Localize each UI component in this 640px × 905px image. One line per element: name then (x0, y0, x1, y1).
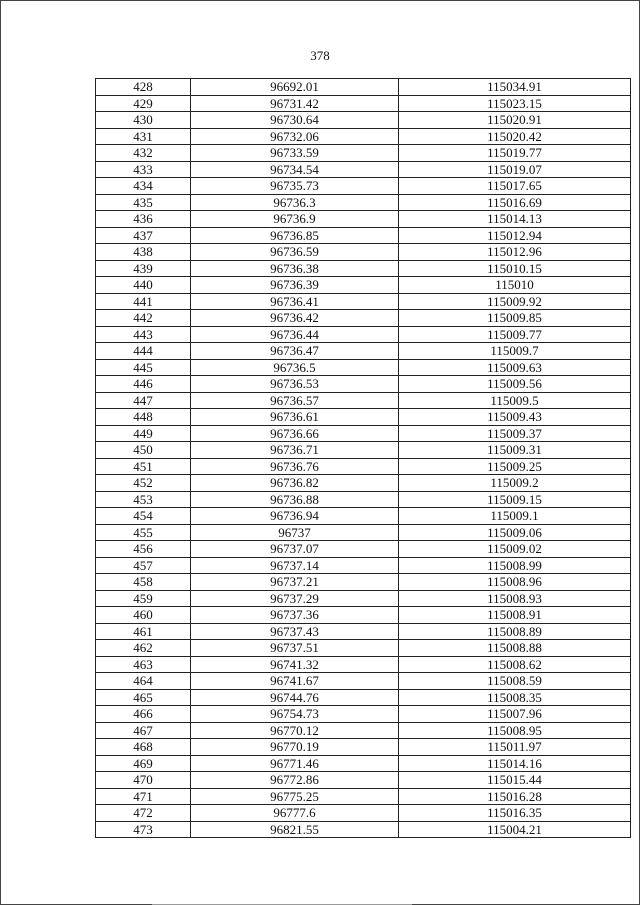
point-id-cell: 454 (96, 508, 191, 525)
x-coordinate-cell: 96736.3 (191, 194, 399, 211)
point-id-cell: 448 (96, 409, 191, 426)
x-coordinate-cell: 96734.54 (191, 161, 399, 178)
table-row (96, 590, 631, 607)
table-row (96, 409, 631, 426)
x-coordinate-cell: 96736.88 (191, 491, 399, 508)
point-id-cell: 463 (96, 656, 191, 673)
point-id-cell: 435 (96, 194, 191, 211)
y-coordinate-cell: 115008.93 (399, 590, 631, 607)
x-coordinate-cell: 96692.01 (191, 79, 399, 96)
table-row (96, 475, 631, 492)
point-id-cell: 436 (96, 211, 191, 228)
table-row (96, 145, 631, 162)
point-id-cell: 439 (96, 260, 191, 277)
point-id-cell: 464 (96, 673, 191, 690)
y-coordinate-cell: 115023.15 (399, 95, 631, 112)
table-row (96, 194, 631, 211)
point-id-cell: 451 (96, 458, 191, 475)
point-id-cell: 438 (96, 244, 191, 261)
table-row (96, 673, 631, 690)
table-row (96, 607, 631, 624)
y-coordinate-cell: 115008.89 (399, 623, 631, 640)
table-row (96, 442, 631, 459)
point-id-cell: 459 (96, 590, 191, 607)
point-id-cell: 428 (96, 79, 191, 96)
y-coordinate-cell: 115009.43 (399, 409, 631, 426)
y-coordinate-cell: 115019.07 (399, 161, 631, 178)
table-row (96, 821, 631, 838)
y-coordinate-cell: 115009.2 (399, 475, 631, 492)
table-row (96, 755, 631, 772)
x-coordinate-cell: 96775.25 (191, 788, 399, 805)
y-coordinate-cell: 115009.7 (399, 343, 631, 360)
y-coordinate-cell: 115007.96 (399, 706, 631, 723)
table-row (96, 79, 631, 96)
x-coordinate-cell: 96731.42 (191, 95, 399, 112)
point-id-cell: 461 (96, 623, 191, 640)
x-coordinate-cell: 96737.51 (191, 640, 399, 657)
table-row (96, 788, 631, 805)
y-coordinate-cell: 115014.13 (399, 211, 631, 228)
point-id-cell: 456 (96, 541, 191, 558)
y-coordinate-cell: 115009.92 (399, 293, 631, 310)
y-coordinate-cell: 115016.35 (399, 805, 631, 822)
point-id-cell: 433 (96, 161, 191, 178)
point-id-cell: 455 (96, 524, 191, 541)
point-id-cell: 468 (96, 739, 191, 756)
x-coordinate-cell: 96732.06 (191, 128, 399, 145)
y-coordinate-cell: 115008.35 (399, 689, 631, 706)
x-coordinate-cell: 96736.66 (191, 425, 399, 442)
x-coordinate-cell: 96730.64 (191, 112, 399, 129)
y-coordinate-cell: 115009.5 (399, 392, 631, 409)
y-coordinate-cell: 115009.77 (399, 326, 631, 343)
table-row (96, 112, 631, 129)
y-coordinate-cell: 115008.95 (399, 722, 631, 739)
x-coordinate-cell: 96736.9 (191, 211, 399, 228)
point-id-cell: 458 (96, 574, 191, 591)
y-coordinate-cell: 115009.63 (399, 359, 631, 376)
x-coordinate-cell: 96777.6 (191, 805, 399, 822)
y-coordinate-cell: 115009.06 (399, 524, 631, 541)
x-coordinate-cell: 96736.71 (191, 442, 399, 459)
table-row (96, 491, 631, 508)
table-row (96, 128, 631, 145)
x-coordinate-cell: 96736.82 (191, 475, 399, 492)
x-coordinate-cell: 96770.19 (191, 739, 399, 756)
x-coordinate-cell: 96737.36 (191, 607, 399, 624)
x-coordinate-cell: 96733.59 (191, 145, 399, 162)
table-row (96, 95, 631, 112)
y-coordinate-cell: 115004.21 (399, 821, 631, 838)
y-coordinate-cell: 115009.31 (399, 442, 631, 459)
x-coordinate-cell: 96744.76 (191, 689, 399, 706)
x-coordinate-cell: 96736.61 (191, 409, 399, 426)
point-id-cell: 440 (96, 277, 191, 294)
x-coordinate-cell: 96736.76 (191, 458, 399, 475)
x-coordinate-cell: 96821.55 (191, 821, 399, 838)
y-coordinate-cell: 115009.37 (399, 425, 631, 442)
table-body (96, 79, 631, 838)
table-row (96, 343, 631, 360)
point-id-cell: 472 (96, 805, 191, 822)
y-coordinate-cell: 115008.62 (399, 656, 631, 673)
y-coordinate-cell: 115009.1 (399, 508, 631, 525)
point-id-cell: 429 (96, 95, 191, 112)
x-coordinate-cell: 96737.43 (191, 623, 399, 640)
y-coordinate-cell: 115011.97 (399, 739, 631, 756)
x-coordinate-cell: 96770.12 (191, 722, 399, 739)
point-id-cell: 434 (96, 178, 191, 195)
table-row (96, 574, 631, 591)
table-row (96, 458, 631, 475)
table-row (96, 359, 631, 376)
x-coordinate-cell: 96736.41 (191, 293, 399, 310)
x-coordinate-cell: 96737.21 (191, 574, 399, 591)
point-id-cell: 470 (96, 772, 191, 789)
point-id-cell: 432 (96, 145, 191, 162)
point-id-cell: 449 (96, 425, 191, 442)
table-row (96, 524, 631, 541)
y-coordinate-cell: 115014.16 (399, 755, 631, 772)
y-coordinate-cell: 115034.91 (399, 79, 631, 96)
table-row (96, 772, 631, 789)
point-id-cell: 473 (96, 821, 191, 838)
point-id-cell: 446 (96, 376, 191, 393)
coordinate-table (95, 78, 631, 838)
table-row (96, 689, 631, 706)
x-coordinate-cell: 96735.73 (191, 178, 399, 195)
table-row (96, 376, 631, 393)
point-id-cell: 442 (96, 310, 191, 327)
table-row (96, 310, 631, 327)
table-row (96, 260, 631, 277)
x-coordinate-cell: 96736.44 (191, 326, 399, 343)
x-coordinate-cell: 96737.29 (191, 590, 399, 607)
table-row (96, 244, 631, 261)
table-row (96, 425, 631, 442)
x-coordinate-cell: 96737.14 (191, 557, 399, 574)
y-coordinate-cell: 115010.15 (399, 260, 631, 277)
point-id-cell: 453 (96, 491, 191, 508)
y-coordinate-cell: 115009.02 (399, 541, 631, 558)
y-coordinate-cell: 115019.77 (399, 145, 631, 162)
point-id-cell: 465 (96, 689, 191, 706)
y-coordinate-cell: 115020.42 (399, 128, 631, 145)
x-coordinate-cell: 96741.67 (191, 673, 399, 690)
y-coordinate-cell: 115008.91 (399, 607, 631, 624)
table-row (96, 805, 631, 822)
y-coordinate-cell: 115008.88 (399, 640, 631, 657)
table-row (96, 178, 631, 195)
x-coordinate-cell: 96736.5 (191, 359, 399, 376)
point-id-cell: 452 (96, 475, 191, 492)
point-id-cell: 430 (96, 112, 191, 129)
table-row (96, 392, 631, 409)
table-row (96, 739, 631, 756)
x-coordinate-cell: 96737 (191, 524, 399, 541)
point-id-cell: 444 (96, 343, 191, 360)
table-row (96, 508, 631, 525)
x-coordinate-cell: 96741.32 (191, 656, 399, 673)
y-coordinate-cell: 115017.65 (399, 178, 631, 195)
table-row (96, 211, 631, 228)
table-row (96, 623, 631, 640)
point-id-cell: 457 (96, 557, 191, 574)
table-row (96, 277, 631, 294)
x-coordinate-cell: 96736.42 (191, 310, 399, 327)
table-row (96, 656, 631, 673)
table-row (96, 293, 631, 310)
y-coordinate-cell: 115009.56 (399, 376, 631, 393)
point-id-cell: 469 (96, 755, 191, 772)
x-coordinate-cell: 96736.38 (191, 260, 399, 277)
y-coordinate-cell: 115008.96 (399, 574, 631, 591)
point-id-cell: 450 (96, 442, 191, 459)
y-coordinate-cell: 115009.25 (399, 458, 631, 475)
y-coordinate-cell: 115009.15 (399, 491, 631, 508)
x-coordinate-cell: 96737.07 (191, 541, 399, 558)
point-id-cell: 466 (96, 706, 191, 723)
y-coordinate-cell: 115015.44 (399, 772, 631, 789)
y-coordinate-cell: 115020.91 (399, 112, 631, 129)
table-row (96, 541, 631, 558)
x-coordinate-cell: 96736.85 (191, 227, 399, 244)
y-coordinate-cell: 115012.94 (399, 227, 631, 244)
y-coordinate-cell: 115010 (399, 277, 631, 294)
y-coordinate-cell: 115012.96 (399, 244, 631, 261)
x-coordinate-cell: 96771.46 (191, 755, 399, 772)
x-coordinate-cell: 96736.59 (191, 244, 399, 261)
y-coordinate-cell: 115009.85 (399, 310, 631, 327)
point-id-cell: 471 (96, 788, 191, 805)
y-coordinate-cell: 115016.28 (399, 788, 631, 805)
table-row (96, 640, 631, 657)
x-coordinate-cell: 96736.39 (191, 277, 399, 294)
point-id-cell: 447 (96, 392, 191, 409)
x-coordinate-cell: 96736.94 (191, 508, 399, 525)
table-row (96, 227, 631, 244)
y-coordinate-cell: 115008.99 (399, 557, 631, 574)
point-id-cell: 445 (96, 359, 191, 376)
x-coordinate-cell: 96736.57 (191, 392, 399, 409)
x-coordinate-cell: 96736.53 (191, 376, 399, 393)
table-row (96, 161, 631, 178)
point-id-cell: 467 (96, 722, 191, 739)
point-id-cell: 431 (96, 128, 191, 145)
point-id-cell: 462 (96, 640, 191, 657)
y-coordinate-cell: 115016.69 (399, 194, 631, 211)
table-row (96, 557, 631, 574)
point-id-cell: 437 (96, 227, 191, 244)
table-row (96, 722, 631, 739)
table-row (96, 326, 631, 343)
x-coordinate-cell: 96736.47 (191, 343, 399, 360)
y-coordinate-cell: 115008.59 (399, 673, 631, 690)
x-coordinate-cell: 96754.73 (191, 706, 399, 723)
point-id-cell: 441 (96, 293, 191, 310)
table-row (96, 706, 631, 723)
point-id-cell: 443 (96, 326, 191, 343)
page-number: 378 (310, 48, 330, 63)
x-coordinate-cell: 96772.86 (191, 772, 399, 789)
point-id-cell: 460 (96, 607, 191, 624)
